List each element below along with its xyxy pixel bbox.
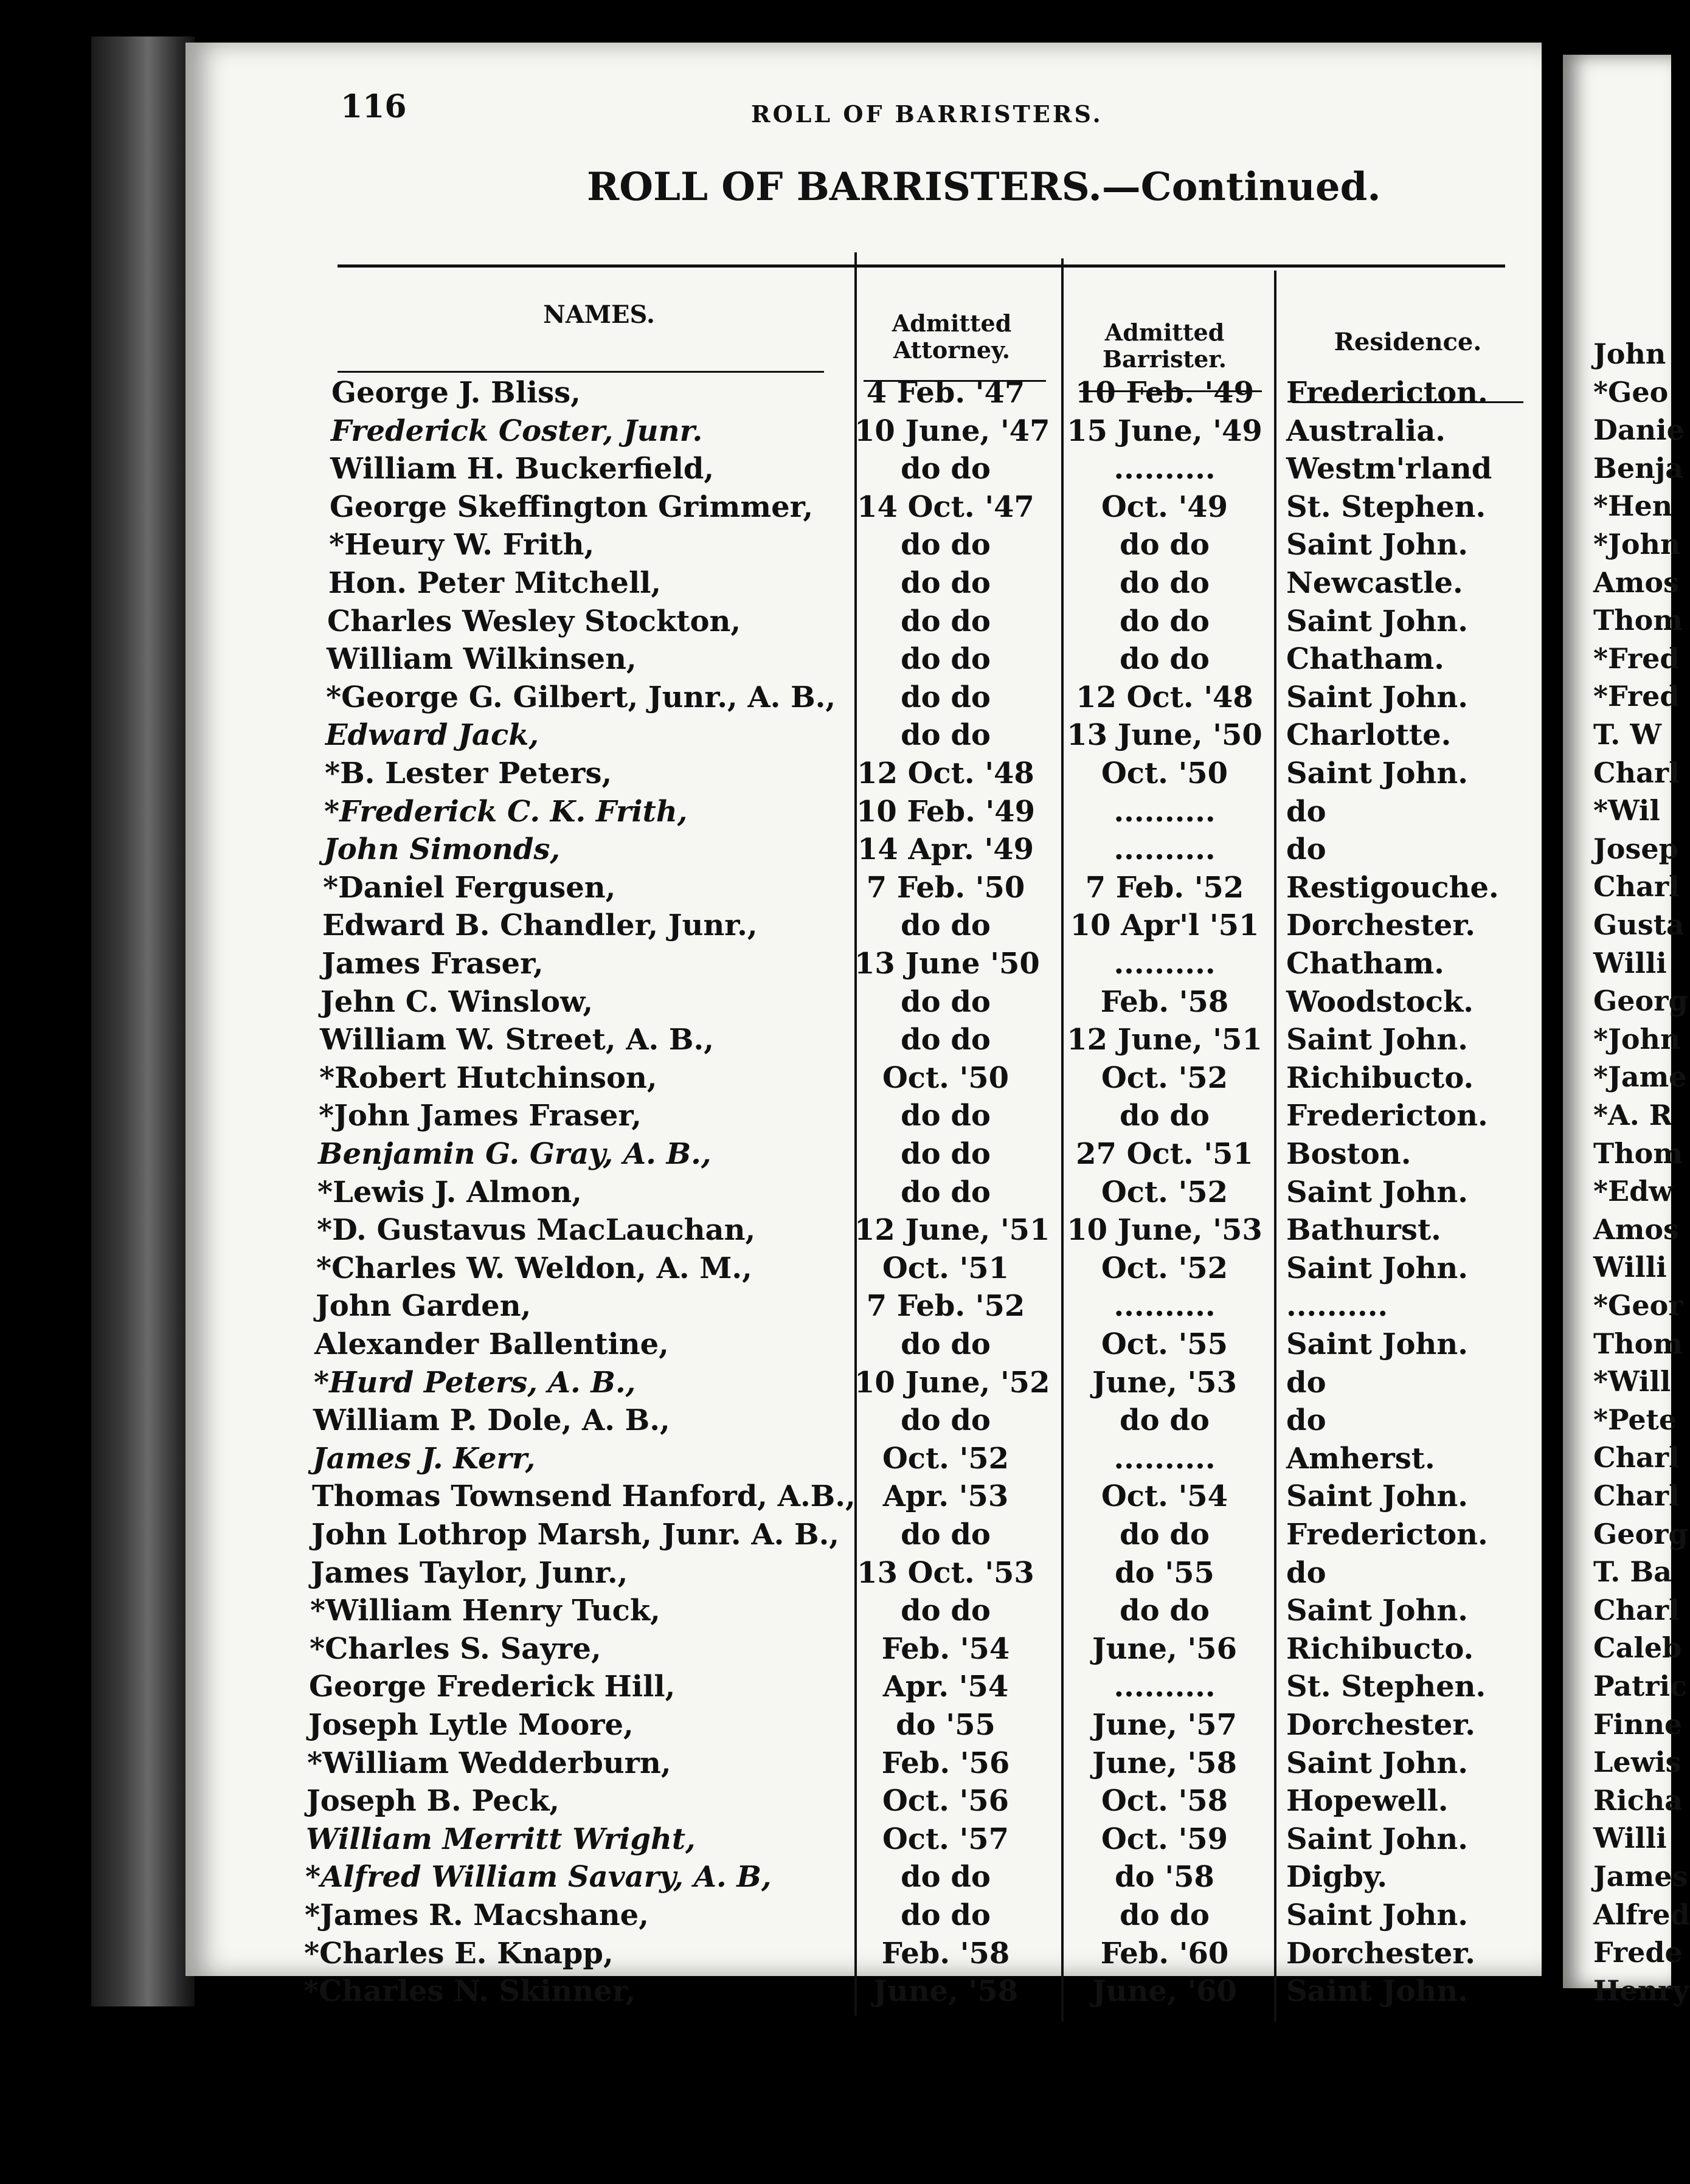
residence-cell: Bathurst.: [1286, 1213, 1441, 1248]
book-spine-shadow: [91, 36, 195, 2006]
table-row: [185, 1668, 1542, 1705]
admitted-attorney-cell: do do: [901, 680, 991, 714]
admitted-attorney-cell: do do: [901, 1403, 991, 1438]
admitted-barrister-cell: June, '53: [1092, 1365, 1237, 1400]
table-row: [185, 907, 1542, 944]
residence-cell: Saint John.: [1286, 604, 1469, 638]
admitted-attorney-cell: Oct. '51: [882, 1251, 1009, 1285]
table-row: [185, 1211, 1542, 1249]
residence-cell: Amherst.: [1286, 1441, 1435, 1476]
admitted-attorney-cell: Oct. '52: [882, 1441, 1009, 1476]
admitted-barrister-cell: do do: [1120, 528, 1210, 562]
admitted-barrister-cell: Oct. '55: [1101, 1327, 1228, 1361]
table-row: [185, 564, 1542, 602]
name-cell: William Wilkinsen,: [327, 642, 637, 677]
table-row: [185, 412, 1542, 450]
table-row: [185, 755, 1542, 792]
facing-page-fragment: Josep: [1593, 832, 1678, 865]
facing-page-fragment: Caleb: [1593, 1631, 1682, 1665]
admitted-barrister-cell: ..........: [1113, 1289, 1216, 1324]
facing-page-fragment: James: [1593, 1860, 1688, 1893]
admitted-attorney-cell: Oct. '57: [882, 1822, 1009, 1856]
admitted-attorney-cell: Feb. '54: [881, 1631, 1010, 1666]
name-cell: George Skeffington Grimmer,: [330, 489, 814, 524]
residence-cell: Hopewell.: [1286, 1784, 1449, 1819]
facing-page-fragment: Finne: [1593, 1707, 1683, 1741]
admitted-barrister-cell: ..........: [1113, 832, 1216, 867]
residence-cell: Richibucto.: [1286, 1060, 1474, 1095]
table-row: [185, 831, 1542, 868]
column-header-attorney: Admitted Attorney.: [892, 309, 1012, 364]
facing-page-fragment: *Fred: [1593, 641, 1680, 675]
facing-page-fragment: *Will: [1593, 1365, 1671, 1398]
name-cell: George Frederick Hill,: [309, 1670, 676, 1704]
name-cell: Frederick Coster, Junr.: [331, 413, 703, 448]
name-cell: William Merritt Wright,: [306, 1822, 696, 1856]
admitted-barrister-cell: do do: [1120, 1099, 1210, 1133]
residence-cell: Saint John.: [1286, 1594, 1469, 1628]
table-row: [185, 526, 1542, 564]
admitted-attorney-cell: do do: [901, 718, 991, 753]
admitted-barrister-cell: do do: [1120, 1518, 1210, 1552]
admitted-attorney-cell: 10 June, '47: [854, 413, 1050, 448]
table-row: [185, 679, 1542, 716]
facing-page-fragment: Amos: [1593, 1212, 1679, 1246]
name-cell: John Lothrop Marsh, Junr. A. B.,: [311, 1518, 839, 1552]
admitted-attorney-cell: 14 Oct. '47: [857, 489, 1034, 524]
facing-page-fragment: *Hen: [1593, 489, 1673, 523]
name-cell: *Hurd Peters, A. B.,: [314, 1365, 636, 1400]
residence-cell: Woodstock.: [1286, 984, 1474, 1019]
admitted-barrister-cell: June, '60: [1092, 1974, 1237, 2009]
admitted-attorney-cell: June, '58: [873, 1974, 1018, 2009]
admitted-barrister-cell: Feb. '58: [1100, 984, 1229, 1019]
admitted-attorney-cell: 10 June, '52: [854, 1365, 1050, 1400]
table-row: [185, 1858, 1542, 1896]
name-cell: William W. Street, A. B.,: [320, 1023, 714, 1057]
residence-cell: Charlotte.: [1286, 718, 1452, 753]
column-header-barrister: Admitted Barrister.: [1102, 319, 1227, 373]
admitted-barrister-cell: 10 Feb. '49: [1075, 376, 1254, 410]
table-row: [185, 1477, 1542, 1515]
facing-page-fragment: *Geo: [1593, 375, 1669, 409]
table-row: [185, 1935, 1542, 1972]
admitted-barrister-cell: 15 June, '49: [1067, 413, 1262, 448]
facing-page-fragment: *Pete: [1593, 1403, 1677, 1436]
table-row: [185, 1249, 1542, 1287]
name-cell: *John James Fraser,: [319, 1099, 642, 1133]
admitted-barrister-cell: ..........: [1113, 1441, 1216, 1476]
header-underline-names: [338, 371, 824, 373]
residence-cell: Saint John.: [1286, 1023, 1469, 1057]
residence-cell: do: [1286, 794, 1326, 829]
admitted-attorney-cell: Oct. '56: [882, 1784, 1009, 1819]
admitted-attorney-cell: do do: [901, 528, 991, 562]
residence-cell: ..........: [1286, 1289, 1388, 1324]
admitted-attorney-cell: do do: [901, 984, 991, 1019]
running-head: ROLL OF BARRISTERS.: [751, 100, 1103, 128]
residence-cell: Dorchester.: [1286, 1708, 1475, 1742]
residence-cell: Dorchester.: [1286, 908, 1475, 943]
name-cell: William H. Buckerfield,: [330, 452, 715, 486]
table-row: [185, 1554, 1542, 1592]
name-cell: Hon. Peter Mitchell,: [328, 566, 662, 600]
column-header-residence: Residence.: [1334, 328, 1482, 356]
admitted-barrister-cell: 10 Apr'l '51: [1070, 908, 1259, 943]
residence-cell: do: [1286, 1403, 1326, 1438]
admitted-attorney-cell: do do: [901, 566, 991, 600]
table-row: [185, 1630, 1542, 1668]
residence-cell: Fredericton.: [1286, 376, 1488, 410]
residence-cell: Saint John.: [1286, 528, 1469, 562]
name-cell: *Heury W. Frith,: [329, 528, 595, 562]
residence-cell: Chatham.: [1286, 947, 1444, 981]
table-row: [185, 1021, 1542, 1059]
name-cell: Joseph B. Peck,: [306, 1784, 559, 1819]
table-row: [185, 1896, 1542, 1934]
admitted-attorney-cell: do do: [901, 604, 991, 638]
residence-cell: Saint John.: [1286, 1822, 1469, 1856]
facing-page-fragment: Alfred: [1593, 1898, 1690, 1931]
table-row: [185, 450, 1542, 488]
admitted-barrister-cell: Feb. '60: [1100, 1936, 1229, 1971]
admitted-barrister-cell: do do: [1120, 642, 1210, 677]
page-title: ROLL OF BARRISTERS.—Continued.: [587, 164, 1381, 210]
table-row: [185, 488, 1542, 526]
name-cell: Alexander Ballentine,: [314, 1327, 669, 1361]
facing-page-fragment: Danie: [1593, 413, 1685, 447]
admitted-attorney-cell: do do: [901, 452, 991, 486]
name-cell: *Charles W. Weldon, A. M.,: [316, 1251, 752, 1285]
admitted-attorney-cell: Apr. '53: [882, 1479, 1009, 1514]
table-row: [185, 1401, 1542, 1439]
facing-page-fragment: Lewis: [1593, 1746, 1681, 1779]
column-header-names: NAMES.: [543, 300, 655, 329]
facing-page-fragment: Charl: [1593, 870, 1680, 904]
residence-cell: Boston.: [1286, 1137, 1411, 1171]
facing-page-fragment: *Edw: [1593, 1175, 1673, 1208]
admitted-barrister-cell: do '55: [1115, 1555, 1214, 1590]
residence-cell: St. Stephen.: [1286, 489, 1486, 524]
admitted-attorney-cell: do do: [901, 1898, 991, 1932]
admitted-attorney-cell: Feb. '58: [881, 1936, 1010, 1971]
residence-cell: Saint John.: [1286, 756, 1469, 790]
admitted-barrister-cell: ..........: [1113, 1670, 1216, 1704]
admitted-barrister-cell: Oct. '52: [1101, 1175, 1228, 1209]
admitted-barrister-cell: June, '56: [1092, 1631, 1237, 1666]
residence-cell: Saint John.: [1286, 680, 1469, 714]
book-page: [185, 43, 1542, 2009]
admitted-barrister-cell: do do: [1120, 1898, 1210, 1932]
facing-page-fragment: Willi: [1593, 1822, 1667, 1855]
admitted-barrister-cell: Oct. '49: [1101, 489, 1228, 524]
admitted-attorney-cell: do do: [901, 1099, 991, 1133]
facing-page-fragment: Thom: [1593, 1327, 1683, 1360]
admitted-attorney-cell: 12 June, '51: [854, 1213, 1050, 1248]
facing-page-fragment: T. Ba: [1593, 1555, 1672, 1589]
name-cell: George J. Bliss,: [331, 376, 581, 410]
facing-page-fragment: *A. R: [1593, 1099, 1673, 1132]
table-row: [185, 1706, 1542, 1744]
admitted-attorney-cell: do do: [901, 1137, 991, 1171]
table-row: [185, 1516, 1542, 1553]
table-row: [185, 1097, 1542, 1135]
admitted-attorney-cell: do do: [901, 1860, 991, 1895]
facing-page-fragment: Georg: [1593, 1517, 1688, 1550]
name-cell: Jehn C. Winslow,: [320, 984, 594, 1019]
admitted-barrister-cell: 7 Feb. '52: [1085, 870, 1244, 905]
table-row: [185, 1173, 1542, 1211]
facing-page-fragment: *John: [1593, 528, 1681, 561]
facing-page-fragment: Thom: [1593, 604, 1683, 637]
facing-page-fragment: Charl: [1593, 1479, 1680, 1512]
admitted-attorney-cell: do do: [901, 1175, 991, 1209]
residence-cell: Australia.: [1286, 413, 1446, 448]
table-row: [185, 1287, 1542, 1325]
name-cell: James Fraser,: [322, 947, 544, 981]
table-row: [185, 983, 1542, 1021]
name-cell: Benjamin G. Gray, A. B.,: [318, 1137, 712, 1171]
admitted-barrister-cell: 13 June, '50: [1067, 718, 1262, 753]
admitted-attorney-cell: do do: [901, 642, 991, 677]
facing-page-fragment: *Fred: [1593, 680, 1680, 713]
name-cell: William P. Dole, A. B.,: [313, 1403, 670, 1438]
table-row: [185, 1972, 1542, 2010]
name-cell: *Alfred William Savary, A. B,: [305, 1860, 772, 1895]
admitted-barrister-cell: 12 June, '51: [1067, 1023, 1262, 1057]
name-cell: Edward Jack,: [325, 718, 539, 753]
facing-page-fragment: T. W: [1593, 718, 1661, 751]
residence-cell: Newcastle.: [1286, 566, 1463, 600]
name-cell: *Daniel Fergusen,: [323, 870, 616, 905]
admitted-attorney-cell: Apr. '54: [882, 1670, 1009, 1704]
residence-cell: Saint John.: [1286, 1175, 1469, 1209]
facing-page-fragment: *Geor: [1593, 1289, 1683, 1322]
facing-page-fragment: Charl: [1593, 756, 1680, 789]
admitted-attorney-cell: do do: [901, 1327, 991, 1361]
name-cell: *William Wedderburn,: [307, 1746, 671, 1780]
admitted-attorney-cell: 12 Oct. '48: [857, 756, 1034, 790]
admitted-attorney-cell: do do: [901, 1518, 991, 1552]
residence-cell: do: [1286, 832, 1326, 867]
facing-page-fragment: Richa: [1593, 1783, 1683, 1817]
name-cell: James Taylor, Junr.,: [311, 1555, 628, 1590]
admitted-barrister-cell: do do: [1120, 566, 1210, 600]
admitted-attorney-cell: Feb. '56: [881, 1746, 1010, 1780]
admitted-attorney-cell: 7 Feb. '50: [866, 870, 1025, 905]
residence-cell: Saint John.: [1286, 1974, 1469, 2009]
facing-page-fragment: Willi: [1593, 1251, 1667, 1284]
facing-page-fragment: Amos: [1593, 565, 1679, 599]
table-row: [185, 1364, 1542, 1401]
table-row: [185, 1782, 1542, 1820]
residence-cell: St. Stephen.: [1286, 1670, 1486, 1704]
admitted-barrister-cell: Oct. '59: [1101, 1822, 1228, 1856]
facing-page-fragment: Frede: [1593, 1936, 1683, 1969]
table-row: [185, 869, 1542, 907]
table-row: [185, 374, 1542, 412]
name-cell: James J. Kerr,: [313, 1441, 536, 1476]
admitted-attorney-cell: do do: [901, 1594, 991, 1628]
admitted-barrister-cell: Oct. '52: [1101, 1251, 1228, 1285]
admitted-barrister-cell: do '58: [1115, 1860, 1214, 1895]
admitted-attorney-cell: 4 Feb. '47: [866, 376, 1025, 410]
facing-page-fragment: Willi: [1593, 946, 1667, 980]
name-cell: *Charles E. Knapp,: [304, 1936, 614, 1971]
admitted-attorney-cell: do do: [901, 908, 991, 943]
admitted-attorney-cell: Oct. '50: [882, 1060, 1009, 1095]
residence-cell: Saint John.: [1286, 1327, 1469, 1361]
admitted-barrister-cell: Oct. '52: [1101, 1060, 1228, 1095]
residence-cell: do: [1286, 1365, 1326, 1400]
facing-page-fragment: Georg: [1593, 984, 1688, 1018]
admitted-barrister-cell: Oct. '58: [1101, 1784, 1228, 1819]
admitted-barrister-cell: do do: [1120, 1594, 1210, 1628]
name-cell: *Charles S. Sayre,: [310, 1631, 601, 1666]
name-cell: *D. Gustavus MacLauchan,: [317, 1213, 756, 1248]
facing-page-fragment: John: [1593, 337, 1666, 370]
admitted-barrister-cell: ..........: [1113, 452, 1216, 486]
residence-cell: Saint John.: [1286, 1479, 1469, 1514]
admitted-attorney-cell: 10 Feb. '49: [856, 794, 1035, 829]
admitted-attorney-cell: 14 Apr. '49: [857, 832, 1034, 867]
facing-page-fragment: Thom: [1593, 1136, 1683, 1170]
name-cell: Charles Wesley Stockton,: [327, 604, 741, 638]
residence-cell: Richibucto.: [1286, 1631, 1474, 1666]
table-row: [185, 716, 1542, 754]
table-row: [185, 1440, 1542, 1477]
admitted-barrister-cell: 10 June, '53: [1067, 1213, 1262, 1248]
name-cell: *Frederick C. K. Frith,: [324, 794, 688, 829]
table-row: [185, 1325, 1542, 1363]
residence-cell: Westm'rland: [1286, 452, 1492, 486]
name-cell: *William Henry Tuck,: [310, 1594, 660, 1628]
table-row: [185, 603, 1542, 640]
name-cell: *Charles N. Skinner,: [303, 1974, 636, 2009]
admitted-barrister-cell: June, '58: [1092, 1746, 1237, 1780]
residence-cell: Chatham.: [1286, 642, 1444, 677]
table-row: [185, 640, 1542, 678]
admitted-barrister-cell: ..........: [1113, 794, 1216, 829]
admitted-barrister-cell: Oct. '54: [1101, 1479, 1228, 1514]
table-row: [185, 1744, 1542, 1782]
table-row: [185, 1135, 1542, 1173]
table-row: [185, 1820, 1542, 1858]
name-cell: Edward B. Chandler, Junr.,: [322, 908, 758, 943]
residence-cell: Saint John.: [1286, 1251, 1469, 1285]
admitted-attorney-cell: do do: [901, 1023, 991, 1057]
name-cell: *Lewis J. Almon,: [317, 1175, 582, 1209]
facing-page-fragment: Gusta: [1593, 908, 1685, 941]
residence-cell: Fredericton.: [1286, 1099, 1488, 1133]
admitted-attorney-cell: 13 June '50: [854, 947, 1040, 981]
title-rule: [338, 264, 1505, 268]
name-cell: *George G. Gilbert, Junr., A. B.,: [326, 680, 836, 714]
name-cell: *James R. Macshane,: [305, 1898, 649, 1932]
admitted-barrister-cell: do do: [1120, 604, 1210, 638]
table-row: [185, 1592, 1542, 1629]
facing-page-fragment: Henry: [1593, 1974, 1689, 2007]
facing-page-fragment: Charl: [1593, 1441, 1680, 1474]
admitted-barrister-cell: Oct. '50: [1101, 756, 1228, 790]
facing-page-fragment: Benja: [1593, 451, 1684, 485]
facing-page-fragment: Patric: [1593, 1670, 1688, 1702]
facing-page-fragment: *Wil: [1593, 794, 1660, 828]
admitted-barrister-cell: June, '57: [1092, 1708, 1237, 1742]
table-row: [185, 1059, 1542, 1097]
residence-cell: Saint John.: [1286, 1898, 1469, 1932]
residence-cell: Dorchester.: [1286, 1936, 1475, 1971]
facing-page-fragment: *Jame: [1593, 1060, 1687, 1094]
name-cell: Thomas Townsend Hanford, A.B.,: [312, 1479, 856, 1514]
admitted-barrister-cell: ..........: [1113, 947, 1216, 981]
admitted-attorney-cell: 7 Feb. '52: [866, 1289, 1025, 1324]
name-cell: John Simonds,: [324, 832, 561, 867]
admitted-barrister-cell: do do: [1120, 1403, 1210, 1438]
residence-cell: Restigouche.: [1286, 870, 1499, 905]
page-number: 116: [341, 88, 407, 125]
name-cell: *B. Lester Peters,: [325, 756, 612, 790]
name-cell: *Robert Hutchinson,: [319, 1060, 657, 1095]
residence-cell: do: [1286, 1555, 1326, 1590]
facing-page-fragment: Charl: [1593, 1593, 1680, 1626]
table-row: [185, 793, 1542, 831]
facing-page-fragment: *John: [1593, 1022, 1681, 1056]
residence-cell: Saint John.: [1286, 1746, 1469, 1780]
residence-cell: Fredericton.: [1286, 1518, 1488, 1552]
admitted-attorney-cell: 13 Oct. '53: [857, 1555, 1034, 1590]
admitted-barrister-cell: 12 Oct. '48: [1076, 680, 1253, 714]
admitted-barrister-cell: 27 Oct. '51: [1076, 1137, 1253, 1171]
name-cell: John Garden,: [316, 1289, 532, 1324]
name-cell: Joseph Lytle Moore,: [308, 1708, 634, 1742]
residence-cell: Digby.: [1286, 1860, 1388, 1895]
admitted-attorney-cell: do '55: [896, 1708, 996, 1742]
table-row: [185, 945, 1542, 983]
